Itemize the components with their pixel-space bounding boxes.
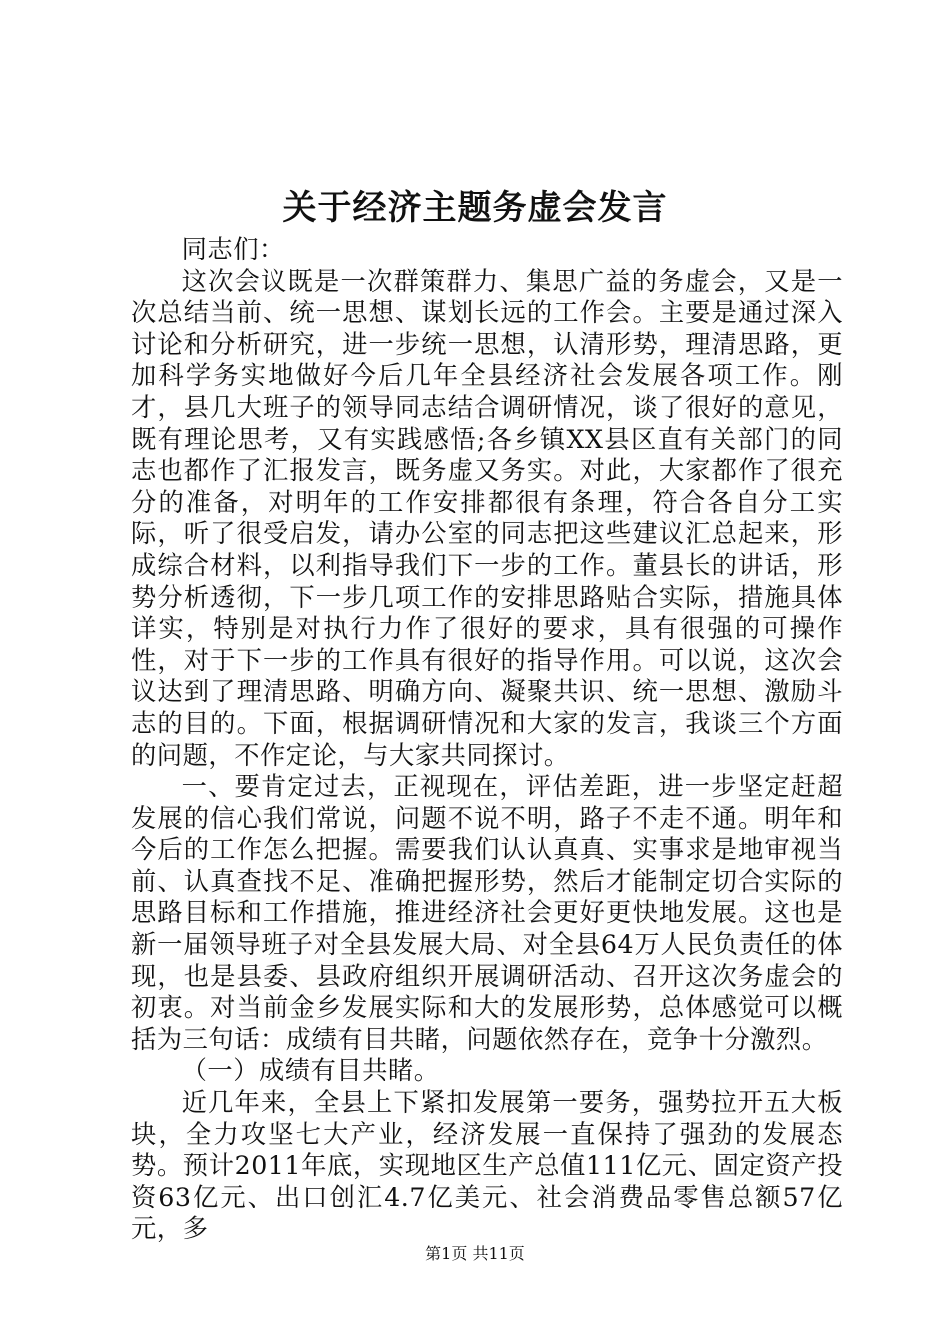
paragraph-intro: 这次会议既是一次群策群力、集思广益的务虚会，又是一次总结当前、统一思想、谋划长远的工作会。主要是通过深入讨论和分析研究，进一步统一思想，认清形势，理清思路，更加科学务实地做好今后几年全县经济社会发展各项工作。刚才，县几大班子的领导同志结合调研情况，谈了很好的意见，既有理论思考，又有实践感悟;各乡镇XX县区直有关部门的同志也都作了汇报发言，既务虚又务实。对此，大家都作了很充分的准备，对明年的工作安排都很有条理，符合各自分工实际，听了很受启发，请办公室的同志把这些建议汇总起来，形成综合材料，以利指导我们下一步的工作。董县长的讲话，形势分析透彻，下一步几项工作的安排思路贴合实际，措施具体详实，特别是对执行力作了很好的要求，具有很强的可操作性，对于下一步的工作具有很好的指导作用。可以说，这次会议达到了理清思路、明确方向、凝聚共识、统一思想、激励斗志的目的。下面，根据调研情况和大家的发言，我谈三个方面的问题，不作定论，与大家共同探讨。 — [131, 266, 843, 770]
subheading-achievements: （一）成绩有目共睹。 — [181, 1056, 440, 1086]
document-title: 关于经济主题务虚会发言 — [282, 188, 668, 228]
document-body — [131, 234, 843, 1245]
paragraph-achievements: 近几年来，全县上下紧扣发展第一要务，强势拉开五大板块，全力攻坚七大产业，经济发展一直保持了强劲的发展态势。预计2011年底，实现地区生产总值111亿元、固定资产投资63亿元、出口创汇4.7亿美元、社会消费品零售总额57亿元，多 — [131, 1088, 843, 1244]
salutation: 同志们： — [181, 235, 285, 264]
paragraph-section-one: 一、要肯定过去，正视现在，评估差距，进一步坚定赶超发展的信心我们常说，问题不说不明，路子不走不通。明年和今后的工作怎么把握。需要我们认认真真、实事求是地审视当前、认真查找不足、准确把握形势，然后才能制定切合实际的思路目标和工作措施，推进经济社会更好更快地发展。这也是新一届领导班子对全县发展大局、对全县64万人民负责任的体现，也是县委、县政府组织开展调研活动、召开这次务虚会的初衷。对当前金乡发展实际和大的发展形势，总体感觉可以概括为三句话：成绩有目共睹，问题依然存在，竞争十分激烈。 — [131, 772, 843, 1054]
page-footer: 第1页 共11页 — [425, 1244, 525, 1263]
